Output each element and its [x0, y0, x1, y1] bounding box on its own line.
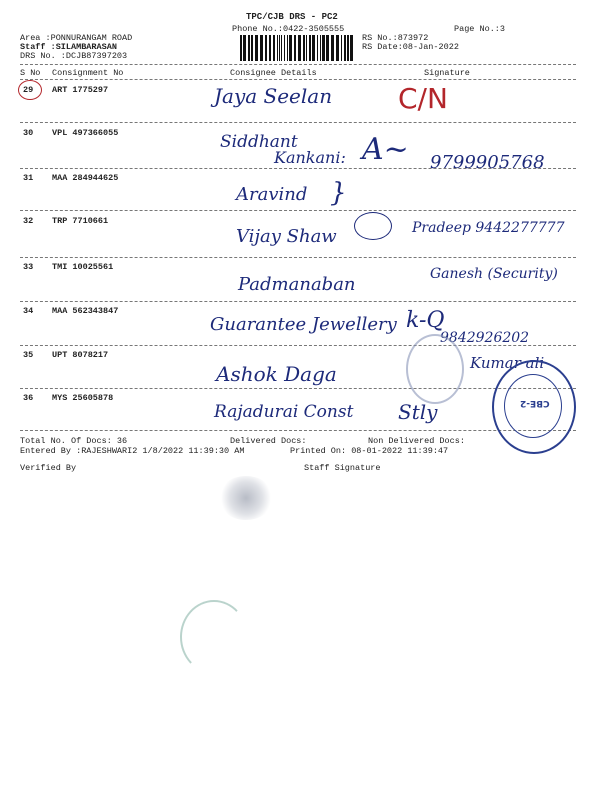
doc-title: TPC/CJB DRS - PC2: [246, 12, 338, 22]
row-consignment: MYS 25605878: [52, 393, 114, 403]
staff-signature: Staff Signature: [304, 463, 381, 473]
verified-by: Verified By: [20, 463, 77, 473]
consignee-handwriting: Siddhant: [220, 132, 298, 152]
consignee-handwriting: Aravind: [236, 184, 308, 205]
consignee-handwriting: Guarantee Jewellery: [210, 314, 397, 335]
non-delivered-docs: Non Delivered Docs:: [368, 436, 465, 446]
row-consignment: MAA 562343847: [52, 306, 119, 316]
signature-handwriting: Ganesh (Security): [430, 266, 558, 282]
consignee-handwriting: Rajadurai Const: [214, 402, 354, 422]
signature-handwriting: Kumar ali: [470, 354, 545, 372]
signature-scribble: Stly: [398, 400, 438, 424]
phone-handwriting: 9799905768: [430, 152, 545, 173]
seal-inner-text: CBE-2: [520, 398, 550, 408]
row-sno: 36: [23, 393, 34, 403]
row-consignment: UPT 8078217: [52, 350, 109, 360]
delivered-docs: Delivered Docs:: [230, 436, 307, 446]
faded-stamp-bottom: [180, 600, 248, 674]
row-sno: 30: [23, 128, 34, 138]
row-consignment: TMI 10025561: [52, 262, 114, 272]
signature-handwriting: C/N: [398, 82, 448, 115]
staff: Staff :SILAMBARASAN: [20, 42, 117, 52]
consignee-handwriting-2: Kankani:: [274, 148, 346, 167]
drs-number: DRS No. :DCJB87397203: [20, 51, 128, 61]
col-signature: Signature: [424, 68, 470, 78]
row-consignment: MAA 284944625: [52, 173, 119, 183]
row-sno: 34: [23, 306, 34, 316]
col-sno: S No: [20, 68, 41, 78]
row-sno: 33: [23, 262, 34, 272]
row-sno: 29: [23, 85, 34, 95]
phone-number: Phone No.:0422-3505555: [232, 24, 345, 34]
signature-scribble: A~: [362, 132, 409, 167]
col-consignee: Consignee Details: [230, 68, 317, 78]
rs-date: RS Date:08-Jan-2022: [362, 42, 459, 52]
total-docs: Total No. Of Docs: 36: [20, 436, 128, 446]
printed-on: Printed On: 08-01-2022 11:39:47: [290, 446, 449, 456]
consignee-handwriting: Jaya Seelan: [214, 84, 333, 108]
signature-handwriting: Pradeep 9442277777: [412, 220, 565, 236]
area: Area :PONNURANGAM ROAD: [20, 33, 133, 43]
col-consignment: Consignment No: [52, 68, 124, 78]
consignee-handwriting: Vijay Shaw: [236, 226, 337, 247]
rs-number: RS No.:873972: [362, 33, 429, 43]
row-sno: 35: [23, 350, 34, 360]
signature-scribble: }: [330, 178, 347, 208]
faded-stamp: [406, 334, 464, 404]
consignee-handwriting: Padmanaban: [238, 274, 356, 295]
row-consignment: VPL 497366055: [52, 128, 119, 138]
ink-smudge: [218, 476, 274, 520]
signature-scribble: k-Q: [406, 308, 445, 333]
entered-by: Entered By :RAJESHWARI2 1/8/2022 11:39:30 AM: [20, 446, 245, 456]
row-consignment: ART 1775297: [52, 85, 109, 95]
phone-handwriting: 9842926202: [440, 330, 530, 346]
row-sno: 32: [23, 216, 34, 226]
row-sno: 31: [23, 173, 34, 183]
company-seal: [492, 360, 576, 454]
page-number: Page No.:3: [454, 24, 506, 34]
consignee-handwriting: Ashok Daga: [216, 362, 337, 386]
barcode: [240, 35, 356, 61]
row-consignment: TRP 7710661: [52, 216, 109, 226]
signature-loop: [354, 212, 392, 240]
circle-mark: [18, 80, 42, 100]
